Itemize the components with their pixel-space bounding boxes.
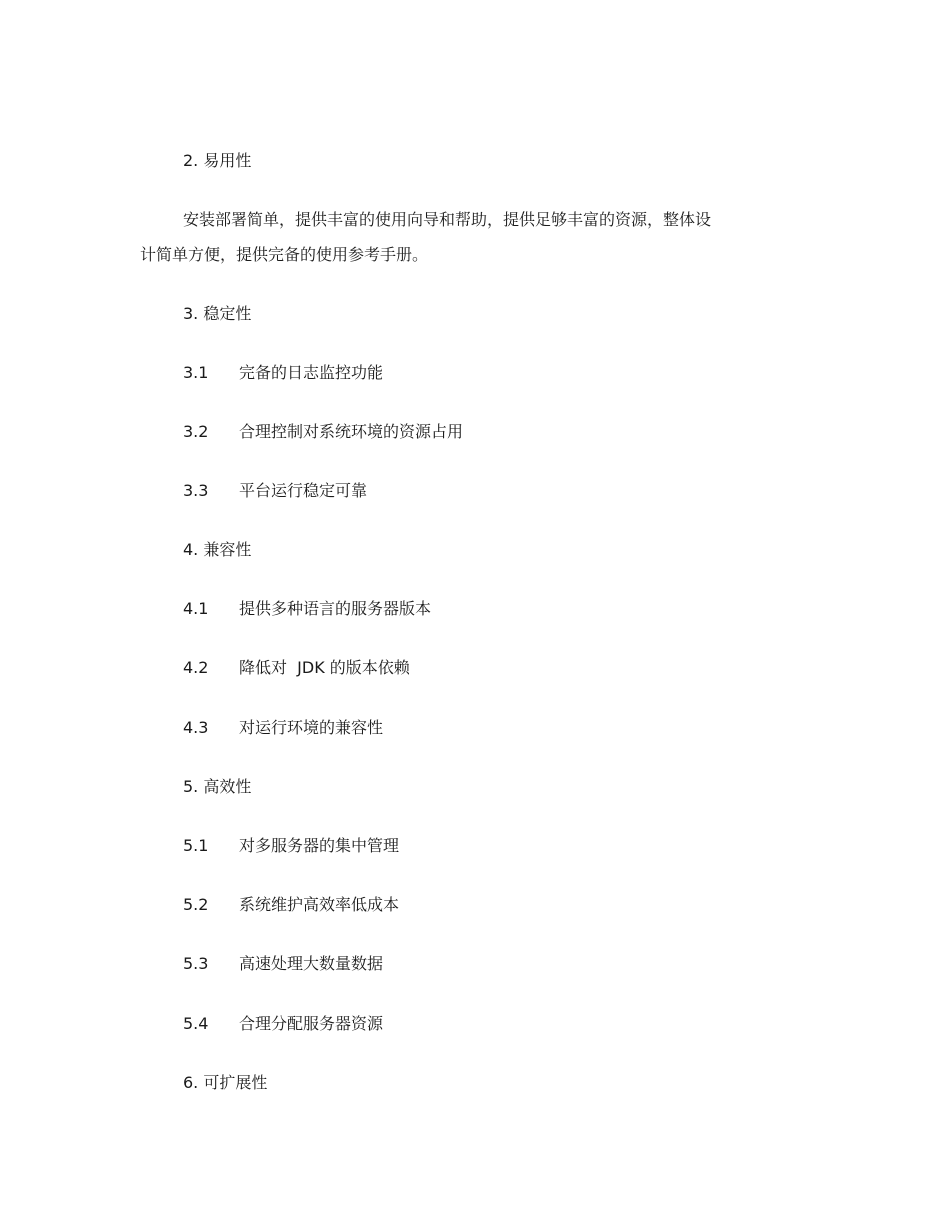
item-text: 合理控制对系统环境的资源占用 (239, 422, 464, 441)
item-text: 对多服务器的集中管理 (239, 836, 400, 855)
list-item-3-1 (183, 363, 383, 383)
item-text: 提供多种语言的服务器版本 (239, 599, 432, 618)
item-number: 4.3 (183, 718, 209, 737)
item-text: 对运行环境的兼容性 (239, 718, 384, 737)
item-number: 5.1 (183, 836, 209, 855)
item-text: 降低对 JDK 的版本依赖 (239, 658, 410, 677)
item-number: 5.4 (183, 1014, 209, 1033)
item-number: 3.1 (183, 363, 209, 382)
paragraph-line-2: 计简单方便，提供完备的使用参考手册。 (140, 245, 429, 264)
section-heading-extensibility: 6. 可扩展性 (183, 1073, 268, 1092)
item-text: 高速处理大数量数据 (239, 954, 384, 973)
list-item-4-3 (183, 718, 383, 738)
paragraph-line-1: 安装部署简单，提供丰富的使用向导和帮助，提供足够丰富的资源，整体设 (183, 210, 712, 229)
section-heading-usability: 2. 易用性 (183, 151, 252, 170)
list-item-3-3 (183, 481, 367, 501)
list-item-3-2 (183, 422, 463, 442)
item-number: 3.3 (183, 481, 209, 500)
list-item-5-3 (183, 954, 383, 974)
item-number: 3.2 (183, 422, 209, 441)
section-heading-compatibility: 4. 兼容性 (183, 540, 252, 559)
item-number: 5.2 (183, 895, 209, 914)
list-item-4-1 (183, 599, 431, 619)
section-heading-stability: 3. 稳定性 (183, 304, 252, 323)
list-item-4-2 (183, 658, 410, 678)
item-text: 合理分配服务器资源 (239, 1014, 384, 1033)
list-item-5-1 (183, 836, 399, 856)
list-item-5-2 (183, 895, 399, 915)
item-number: 4.1 (183, 599, 209, 618)
list-item-5-4 (183, 1014, 383, 1034)
item-number: 5.3 (183, 954, 209, 973)
item-text: 平台运行稳定可靠 (239, 481, 368, 500)
item-number: 4.2 (183, 658, 209, 677)
item-text: 完备的日志监控功能 (239, 363, 384, 382)
section-heading-efficiency: 5. 高效性 (183, 777, 252, 796)
item-text: 系统维护高效率低成本 (239, 895, 400, 914)
